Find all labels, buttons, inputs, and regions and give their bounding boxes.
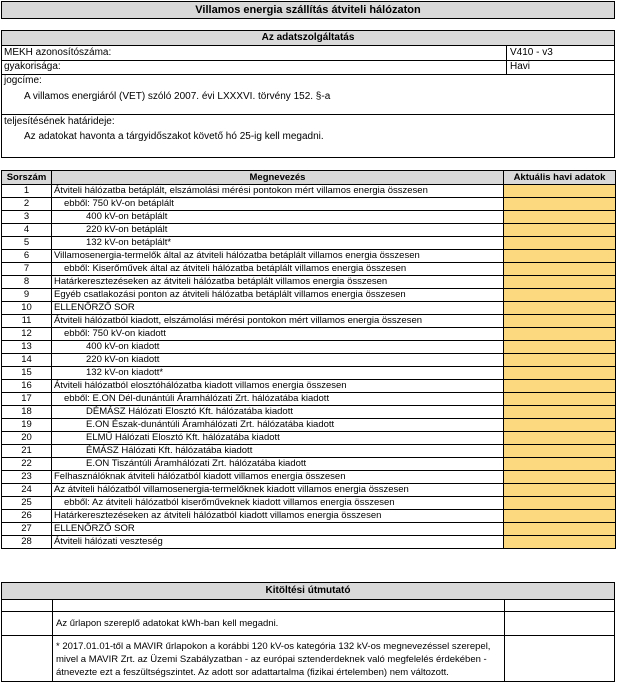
data-table xyxy=(1,170,616,549)
table-row xyxy=(2,315,616,328)
row-number: 16 xyxy=(2,380,52,393)
instructions-section xyxy=(1,582,615,682)
table-row xyxy=(2,276,616,289)
monthly-data-input[interactable] xyxy=(504,458,616,471)
row-number: 23 xyxy=(2,471,52,484)
row-number: 24 xyxy=(2,484,52,497)
table-row xyxy=(2,341,616,354)
monthly-data-input[interactable] xyxy=(504,263,616,276)
table-row xyxy=(2,484,616,497)
table-row xyxy=(2,393,616,406)
table-row xyxy=(2,185,616,198)
monthly-data-input[interactable] xyxy=(504,484,616,497)
monthly-data-input[interactable] xyxy=(504,328,616,341)
table-header-row xyxy=(2,171,616,185)
monthly-data-input[interactable] xyxy=(504,419,616,432)
monthly-data-input[interactable] xyxy=(504,497,616,510)
row-label: ebből: 750 kV-on kiadott xyxy=(52,328,504,341)
mekh-value: V410 - v3 xyxy=(506,46,616,60)
monthly-data-input[interactable] xyxy=(504,536,616,549)
monthly-data-input[interactable] xyxy=(504,315,616,328)
row-number: 25 xyxy=(2,497,52,510)
monthly-data-input[interactable] xyxy=(504,510,616,523)
row-label: 400 kV-on kiadott xyxy=(52,341,504,354)
deadline-label: teljesítésének határideje: xyxy=(2,114,614,129)
row-number: 14 xyxy=(2,354,52,367)
row-number: 19 xyxy=(2,419,52,432)
table-row xyxy=(2,198,616,211)
monthly-data-input[interactable] xyxy=(504,367,616,380)
row-label: Felhasználóknak átviteli hálózatból kiadott villamos energia összesen xyxy=(52,471,504,484)
row-label: 220 kV-on kiadott xyxy=(52,354,504,367)
row-label: DÉMÁSZ Hálózati Elosztó Kft. hálózatába kiadott xyxy=(52,406,504,419)
row-label: Villamosenergia-termelők által az átviteli hálózatba betáplált villamos energia összesen xyxy=(52,250,504,263)
row-number: 22 xyxy=(2,458,52,471)
frequency-row xyxy=(2,60,614,75)
row-number: 10 xyxy=(2,302,52,315)
row-label: ebből: 750 kV-on betáplált xyxy=(52,198,504,211)
monthly-data-input[interactable] xyxy=(504,198,616,211)
row-label: 132 kV-on betáplált* xyxy=(52,237,504,250)
monthly-data-input[interactable] xyxy=(504,276,616,289)
row-number: 28 xyxy=(2,536,52,549)
frequency-label: gyakorisága: xyxy=(4,61,61,72)
table-row xyxy=(2,445,616,458)
table-row xyxy=(2,458,616,471)
row-number: 6 xyxy=(2,250,52,263)
info-section xyxy=(1,46,615,158)
row-label: E.ON Tiszántúli Áramhálózati Zrt. hálózatába kiadott xyxy=(52,458,504,471)
table-row xyxy=(2,250,616,263)
row-number: 13 xyxy=(2,341,52,354)
row-number: 26 xyxy=(2,510,52,523)
table-row xyxy=(2,263,616,276)
row-label: Átviteli hálózatba betáplált, elszámolási mérési pontokon mért villamos energia összesen xyxy=(52,185,504,198)
table-row xyxy=(2,380,616,393)
table-row xyxy=(2,328,616,341)
row-label: Határkeresztezéseken az átviteli hálózatból kiadott villamos energia összesen xyxy=(52,510,504,523)
table-row xyxy=(2,497,616,510)
monthly-data-input[interactable] xyxy=(504,211,616,224)
mekh-row xyxy=(2,46,614,61)
table-row xyxy=(2,510,616,523)
row-number: 11 xyxy=(2,315,52,328)
table-row xyxy=(2,406,616,419)
deadline-text: Az adatokat havonta a tárgyidőszakot követő hó 25-ig kell megadni. xyxy=(24,131,324,142)
column-header-name: Megnevezés xyxy=(52,171,504,185)
legal-basis-text: A villamos energiáról (VET) szóló 2007. évi LXXXVI. törvény 152. §-a xyxy=(24,91,331,102)
row-number: 18 xyxy=(2,406,52,419)
row-number: 5 xyxy=(2,237,52,250)
row-number: 1 xyxy=(2,185,52,198)
row-number: 2 xyxy=(2,198,52,211)
row-label: 132 kV-on kiadott* xyxy=(52,367,504,380)
table-row xyxy=(2,354,616,367)
row-label: ELLENŐRZŐ SOR xyxy=(52,523,504,536)
monthly-data-input[interactable] xyxy=(504,354,616,367)
monthly-data-input[interactable] xyxy=(504,224,616,237)
frequency-value: Havi xyxy=(506,60,616,74)
monthly-data-input[interactable] xyxy=(504,341,616,354)
table-row xyxy=(2,224,616,237)
monthly-data-input[interactable] xyxy=(504,289,616,302)
monthly-data-input[interactable] xyxy=(504,406,616,419)
row-number: 27 xyxy=(2,523,52,536)
row-label: ebből: Az átviteli hálózatból kiserőműveknek kiadott villamos energia összesen xyxy=(52,497,504,510)
monthly-data-input[interactable] xyxy=(504,250,616,263)
row-number: 8 xyxy=(2,276,52,289)
page-title: Villamos energia szállítás átviteli hálózaton xyxy=(1,1,615,19)
row-number: 7 xyxy=(2,263,52,276)
table-row xyxy=(2,367,616,380)
info-section-header: Az adatszolgáltatás xyxy=(1,30,615,46)
legal-basis-label: jogcíme: xyxy=(4,75,42,86)
row-label: ELMŰ Hálózati Elosztó Kft. hálózatába kiadott xyxy=(52,432,504,445)
column-header-number: Sorszám xyxy=(2,171,52,185)
table-row xyxy=(2,237,616,250)
monthly-data-input[interactable] xyxy=(504,445,616,458)
monthly-data-input[interactable] xyxy=(504,302,616,315)
instructions-header: Kitöltési útmutató xyxy=(2,583,614,600)
row-number: 4 xyxy=(2,224,52,237)
table-row xyxy=(2,302,616,315)
table-row xyxy=(2,432,616,445)
table-row xyxy=(2,289,616,302)
monthly-data-input[interactable] xyxy=(504,185,616,198)
row-label: 400 kV-on betáplált xyxy=(52,211,504,224)
row-label: 220 kV-on betáplált xyxy=(52,224,504,237)
row-number: 9 xyxy=(2,289,52,302)
row-number: 15 xyxy=(2,367,52,380)
monthly-data-input[interactable] xyxy=(504,393,616,406)
monthly-data-input[interactable] xyxy=(504,471,616,484)
row-label: ÉMÁSZ Hálózati Kft. hálózatába kiadott xyxy=(52,445,504,458)
monthly-data-input[interactable] xyxy=(504,380,616,393)
row-label: Átviteli hálózatból elosztóhálózatba kiadott villamos energia összesen xyxy=(52,380,504,393)
column-header-monthly-data: Aktuális havi adatok xyxy=(504,171,616,185)
monthly-data-input[interactable] xyxy=(504,523,616,536)
row-label: Átviteli hálózati veszteség xyxy=(52,536,504,549)
monthly-data-input[interactable] xyxy=(504,432,616,445)
row-label: Átviteli hálózatból kiadott, elszámolási mérési pontokon mért villamos energia összesen xyxy=(52,315,504,328)
monthly-data-input[interactable] xyxy=(504,237,616,250)
row-label: ebből: Kiserőművek által az átviteli hálózatba betáplált villamos energia összesen xyxy=(52,263,504,276)
row-number: 21 xyxy=(2,445,52,458)
row-label: ELLENŐRZŐ SOR xyxy=(52,302,504,315)
table-row xyxy=(2,536,616,549)
instructions-unit-note: Az űrlapon szereplő adatokat kWh-ban kell megadni. xyxy=(56,618,279,629)
table-row xyxy=(2,523,616,536)
mekh-label: MEKH azonosítószáma: xyxy=(4,47,112,58)
row-number: 12 xyxy=(2,328,52,341)
row-number: 20 xyxy=(2,432,52,445)
row-label: Az átviteli hálózatból villamosenergia-termelőknek kiadott villamos energia összesen xyxy=(52,484,504,497)
table-row xyxy=(2,211,616,224)
row-label: Határkeresztezéseken az átviteli hálózatba betáplált villamos energia összesen xyxy=(52,276,504,289)
row-label: ebből: E.ON Dél-dunántúli Áramhálózati Zrt. hálózatába kiadott xyxy=(52,393,504,406)
row-label: Egyéb csatlakozási ponton az átviteli hálózatba betáplált villamos energia összesen xyxy=(52,289,504,302)
instructions-footnote: * 2017.01.01-től a MAVIR űrlapokon a korábbi 120 kV-os kategória 132 kV-os megnevezéssel szerepel, mivel a MAVIR Zrt. az Üzemi Szabályzatban - az európai sztenderdeknek való megfelelés érdekében - átnevezte ezt a feszültségszintet. Az adott sor adattartalma (fizikai értelemben) nem változott. xyxy=(56,641,491,678)
row-number: 17 xyxy=(2,393,52,406)
row-number: 3 xyxy=(2,211,52,224)
table-row xyxy=(2,471,616,484)
row-label: E.ON Észak-dunántúli Áramhálózati Zrt. hálózatába kiadott xyxy=(52,419,504,432)
table-row xyxy=(2,419,616,432)
